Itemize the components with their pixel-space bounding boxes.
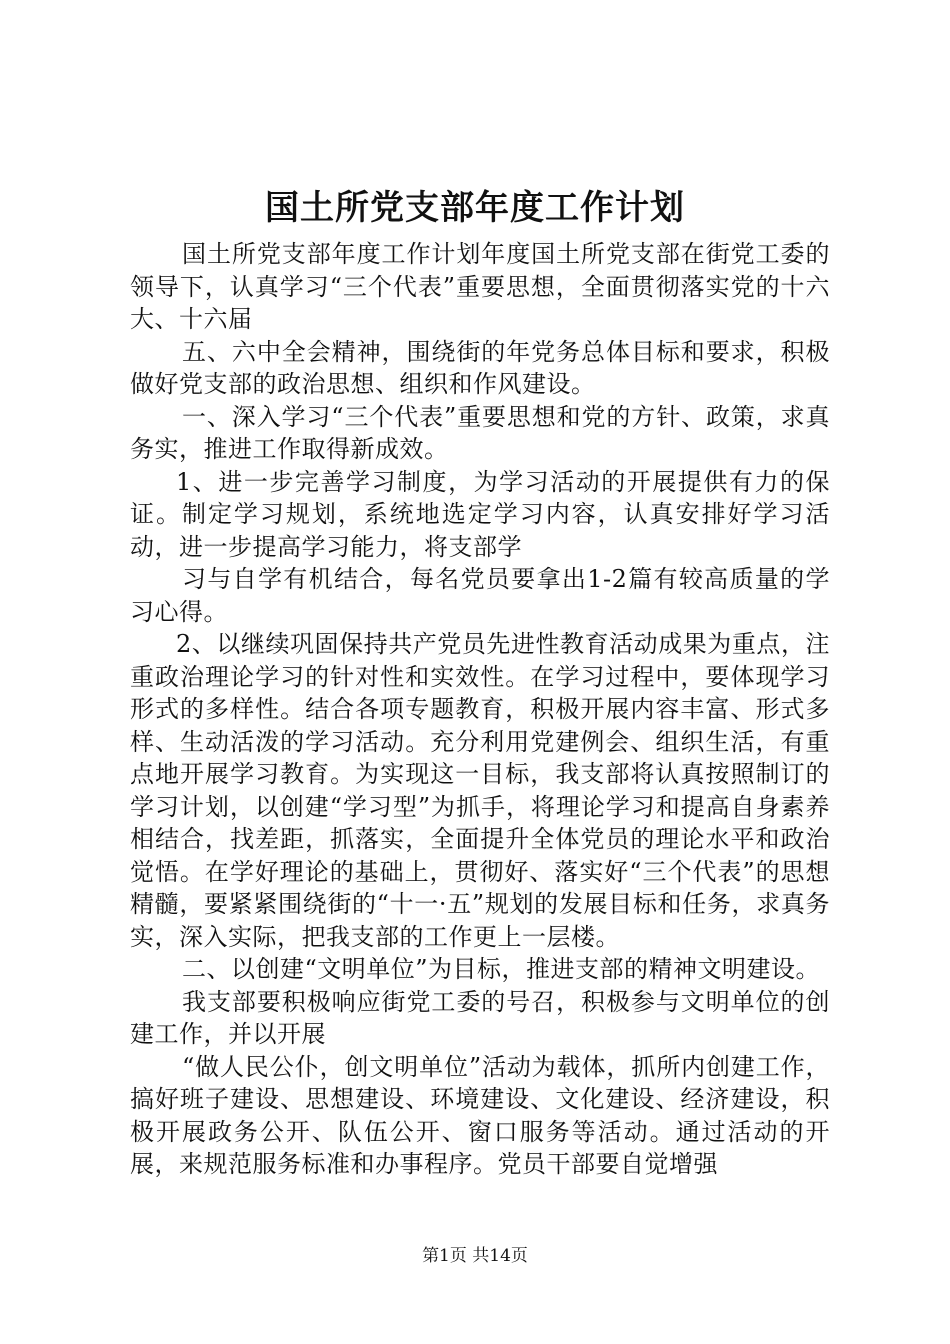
paragraph-item-one-cont: 习与自学有机结合，每名党员要拿出1-2篇有较高质量的学习心得。 [130, 565, 830, 626]
paragraph-public-servant: “做人民公仆，创文明单位”活动为载体，抓所内创建工作，搞好班子建设、思想建设、环境建设、文化建设、经济建设，积极开展政务公开、队伍公开、窗口服务等活动。通过活动的开展，来规范服务标准和办事程序。党员干部要自觉增强 [130, 1052, 830, 1178]
page-number: 第1页 共14页 [422, 1246, 528, 1266]
paragraph-item-two: 2、以继续巩固保持共产党员先进性教育活动成果为重点，注重政治理论学习的针对性和实效性。在学习过程中，要体现学习形式的多样性。结合各项专题教育，积极开展内容丰富、形式多样、生动活泼的学习活动。充分利用党建例会、组织生活，有重点地开展学习教育。为实现这一目标，我支部将认真按照制订的学习计划，以创建“学习型”为抓手，将理论学习和提高自身素养相结合，找差距，抓落实，全面提升全体党员的理论水平和政治觉悟。在学好理论的基础上，贯彻好、落实好“三个代表”的思想精髓，要紧紧围绕街的“十一·五”规划的发展目标和任务，求真务实，深入实际，把我支部的工作更上一层楼。 [130, 630, 830, 951]
paragraph-plenary: 五、六中全会精神，围绕街的年党务总体目标和要求，积极做好党支部的政治思想、组织和作风建设。 [130, 337, 830, 398]
paragraph-intro: 国土所党支部年度工作计划年度国土所党支部在街党工委的领导下，认真学习“三个代表”重要思想，全面贯彻落实党的十六大、十六届 [130, 240, 830, 333]
document-body [130, 238, 830, 1181]
paragraph-section-two: 二、以创建“文明单位”为目标，推进支部的精神文明建设。 [182, 955, 821, 983]
document-title: 国土所党支部年度工作计划 [265, 188, 685, 228]
paragraph-item-one: 1、进一步完善学习制度，为学习活动的开展提供有力的保证。制定学习规划，系统地选定学习内容，认真安排好学习活动，进一步提高学习能力，将支部学 [130, 467, 830, 561]
paragraph-section-one: 一、深入学习“三个代表”重要思想和党的方针、政策，求真务实，推进工作取得新成效。 [130, 402, 830, 463]
paragraph-civilized-unit: 我支部要积极响应街党工委的号召，积极参与文明单位的创建工作，并以开展 [130, 987, 830, 1048]
